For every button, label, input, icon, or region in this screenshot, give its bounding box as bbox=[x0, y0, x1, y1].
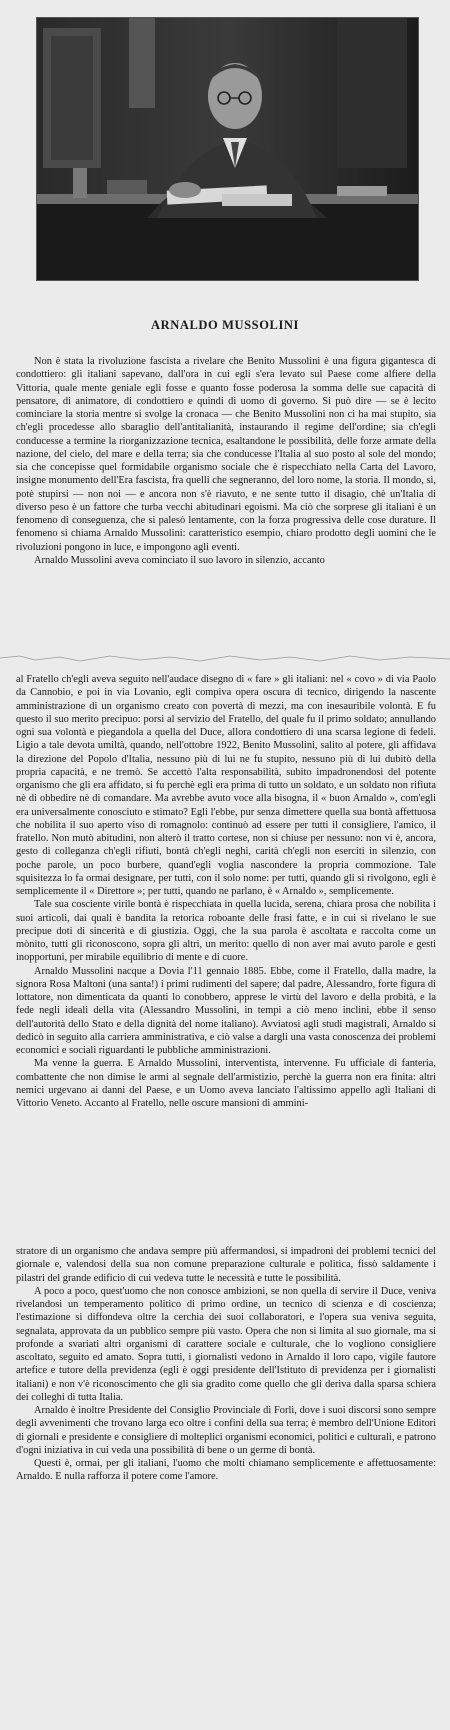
paragraph: stratore di un organismo che andava sempre più affermandosi, si impadronì dei problemi tecnici del giornale e, valendosi della sua non comune preparazione culturale e politica, fissò saldamente i pilastri del grande edificio di cui vedeva tutte le necessità e tutte le possibilità. bbox=[16, 1246, 436, 1284]
paragraph: Questi è, ormai, per gli italiani, l'uomo che molti chiamano semplicemente e affettuosamente: Arnaldo. E nulla rafforza il potere come l'amore. bbox=[16, 1458, 436, 1483]
paragraph: Arnaldo è inoltre Presidente del Consiglio Provinciale di Forlì, dove i suoi discorsi sono sempre degli avvenimenti che trovano larga eco oltre i confini della sua terra; è membro dell'Unione Editori di giornali e presidente e consigliere di molteplici organismi economici, politici e culturali, e patrono d'ogni iniziativa in cui veda una possibilità di bene o un germe di bontà. bbox=[16, 1405, 436, 1456]
paragraph: Tale sua cosciente virile bontà è rispecchiata in quella lucida, serena, chiara prosa che nobilita i suoi articoli, dai quali è bandita la retorica roboante delle frasi fatte, e in cui si rivelano le sue precipue doti di sincerità e di giustizia. Oggi, che la sua parola è ascoltata e raccolta come un mònito, tutti gli riconoscono, sopra gli altri, un merito: quello di non aver mai avuto parole e gesti inopportuni, per mirabile equilibrio di mente e di cuore. bbox=[16, 899, 436, 964]
paragraph: Arnaldo Mussolini nacque a Dovia l'11 gennaio 1885. Ebbe, come il Fratello, dalla madre, la signora Rosa Maltoni (una santa!) i primi rudimenti del sapere; dal padre, Alessandro, forte figura di lottatore, non dimenticata da quanti lo conobbero, apprese le virtù del lavoro e della probità, e la fede negli ideali della vita (Alessandro Mussolini, in tempi a ciò meno inclini, ebbe il senso dell'autorità dello Stato e della dignità del nome italiano). Avviatosi agli studi magistrali, Arnaldo si dedicò in seguito alla carriera amministrativa, e ciò valse a dargli una vasta conoscenza dei problemi economici e sociali riguardanti le pubbliche amministrazioni. bbox=[16, 965, 436, 1056]
paragraph: Ma venne la guerra. E Arnaldo Mussolini, interventista, intervenne. Fu ufficiale di fanteria, combattente che non dimise le armi al segnale dell'armistizio, perchè la guerra non era finita: altri nemici urgevano ai danni del Paese, e un Uomo aveva lanciato l'altissimo appello agli Italiani di Vittorio Veneto. Accanto al Fratello, nelle oscure mansioni di ammini- bbox=[16, 1058, 436, 1109]
portrait-photo-drawing bbox=[37, 18, 418, 280]
paragraph: Non è stata la rivoluzione fascista a rivelare che Benito Mussolini è una figura gigantesca di condottiero: gli italiani sapevano, dall'ora in cui egli s'era levato sul Paese come alfiere della Vittoria, quale mente geniale egli fosse e quanto fosse poderosa la somma delle sue capacità di pensatore, di animatore, di condottiero e quindi di uomo di governo. Si può dire — se è lecito cominciare la storia mentre si svolge la cronaca — che Benito Mussolini non ci ha mai stupito, sia ch'egli procedesse allo sbaraglio dell'antitalianità, instaurando il regime dell'ordine; sia ch'egli conducesse a termine la riorganizzazione tecnica, esaltandone le possibilità, delle forze armate della nazione, del cielo, del mare e della terra; sia che conducesse l'Italia al suo posto al sole del mondo; sia che concepisse quel formidabile organismo sociale che è rispecchiato nella Carta del Lavoro, insigne monumento dell'Era fascista, fra quelli che segneranno, del loro nome, la storia. Il mondo, sì, potè stupirsi — non noi — e ancora non s'è riavuto, e ne sente tutto il disagio, chè un'Italia di diverso peso è un fattore che turba vecchi abitudinari egoismi. Ma ciò che sorprese gli italiani è un fenomeno di conseguenza, che si palesò lentamente, con la forza progressiva delle cose durature. Il fenomeno si chiama Arnaldo Mussolini: caratteristico esempio, chiaro prodotto degli uomini che le rivoluzioni pongono in luce, e impongono agli eventi. bbox=[16, 356, 436, 553]
article-column-2 bbox=[16, 673, 436, 1244]
portrait-photo bbox=[36, 17, 419, 281]
paragraph: Arnaldo Mussolini aveva cominciato il suo lavoro in silenzio, accanto bbox=[34, 554, 325, 566]
article-title: ARNALDO MUSSOLINI bbox=[150, 318, 300, 332]
article-column-3 bbox=[16, 1245, 436, 1730]
paragraph: A poco a poco, quest'uomo che non conosce ambizioni, se non quella di servire il Duce, veniva rivelandosi un temperamento politico di primo ordine, un tecnico di scienza e di coscienza; l'estimazione si diffondeva oltre la cerchia dei suoi collaboratori, e l'opera sua veniva seguita, segnalata, approvata da un pubblico sempre più vasto. Opera che non si limita al suo giornale, ma si profonde a svariati altri organismi di carattere sociale e culturale, che lo vogliono consigliere ascoltato, seguito ed amato. Sopra tutti, i giornalisti vedono in Arnaldo il loro capo, vigile fautore artefice e tutore della previdenza (egli è oggi presidente dell'Istituto di previdenza per i giornalisti italiani) e non v'è riconoscimento che gli sia gradito come quello che gli deriva dalla sparsa schiera dei colleghi di tutta Italia. bbox=[16, 1285, 436, 1403]
paragraph: al Fratello ch'egli aveva seguito nell'audace disegno di « fare » gli italiani: nel « covo » di via Paolo da Cannobio, e poi in via Lovanio, egli compiva opera oscura di tecnico, dirigendo la nascente amministrazione di un organismo creato con povertà di mezzi, ma con inesauribile volontà. E fu questo il suo merito precipuo: porsi al servizio del Fratello, del quale fu il primo soldato; annullando ogni sua volontà e piegandola a quella del Duce, allora condottiero di una scarsa legione di fedeli. Ligio a tale devota umiltà, quando, nell'ottobre 1922, Benito Mussolini, salito al potere, gli affidava la direzione del Popolo d'Italia, nessuno più di lui ne fu stupito, nessuno più di lui dubitò della propria capacità, e ne tremò. Se accettò l'alta responsabilità, subito impadronendosi del potente organismo che gli era affidato, si fu perchè egli era prima di tutto un soldato, e un soldato non rifiuta nè di obbedire nè di comandare. Ma avrebbe avuto voce alla bisogna, il « buon Arnaldo », com'egli era universalmente conosciuto e stimato? Egli l'ebbe, pur senza dimettere quella sua bontà affettuosa che nobilita il suo aperto viso di romagnolo: continuò ad essere per tutti il consigliere, l'amico, il fratello. Non mutò abitudini, non alterò il tratto cortese, non si chiuse per nessuno: non vi è, ancora, gesto di colleganza ch'egli rifiuti, bontà ch'egli neghi, carità ch'egli non eserciti in silenzio, con poche parole, un poco burbere, quand'egli voglia nascondere la propria commozione. Tale squisitezza lo fa ormai designare, per tutti, con il solo nome: per tutti, quando gli si rivolgono, egli è semplicemente il « Direttore »; per tutti, quando ne parlano, è « Arnaldo », semplicemente. bbox=[16, 674, 436, 897]
article-column-1 bbox=[16, 355, 436, 655]
torn-edge-divider bbox=[0, 652, 450, 668]
